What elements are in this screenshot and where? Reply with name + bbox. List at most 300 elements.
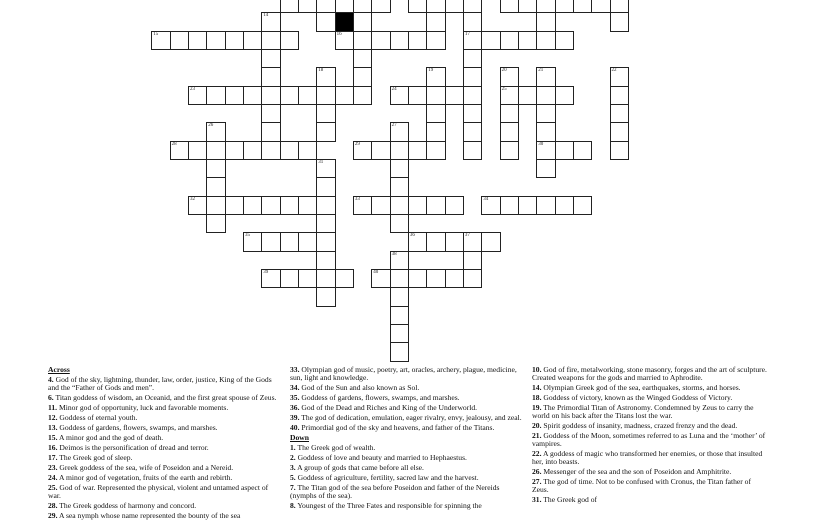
grid-cell[interactable]	[188, 86, 207, 105]
grid-cell[interactable]	[298, 196, 317, 215]
clue-number: 14.	[532, 383, 542, 393]
grid-cell[interactable]	[390, 122, 409, 141]
grid-cell[interactable]	[316, 122, 335, 141]
clue-number: 7.	[290, 482, 296, 492]
clue-number-label: 14	[263, 13, 269, 19]
grid-cell[interactable]	[463, 141, 482, 160]
clue-text: A goddess of magic who transformed her enemies, or those that insulted her, into beasts.	[532, 449, 763, 467]
grid-cell[interactable]	[316, 196, 335, 215]
grid-cell[interactable]	[481, 232, 500, 251]
clue-text: Goddess of gardens, flowers, swamps, and marshes.	[57, 423, 218, 433]
clue-number: 18.	[532, 393, 542, 403]
grid-cell[interactable]	[335, 269, 354, 288]
grid-cell[interactable]	[335, 0, 354, 13]
grid-cell[interactable]	[206, 86, 225, 105]
clue-number: 16.	[48, 442, 58, 452]
clue-text: Spirit goddess of insanity, madness, crazed frenzy and the dead.	[541, 421, 738, 431]
grid-cell[interactable]	[243, 196, 262, 215]
grid-cell[interactable]	[188, 141, 207, 160]
clue-number: 6.	[48, 393, 54, 403]
clue-item	[290, 414, 522, 422]
grid-cell[interactable]	[371, 141, 390, 160]
grid-cell[interactable]	[390, 196, 409, 215]
grid-cell[interactable]	[243, 141, 262, 160]
grid-cell[interactable]	[280, 269, 299, 288]
clue-item	[48, 414, 280, 422]
grid-cell[interactable]	[316, 232, 335, 251]
clue-number: 15.	[48, 433, 58, 442]
clue-number-label: 38	[391, 251, 397, 257]
clue-number-label: 39	[263, 269, 269, 275]
grid-cell[interactable]	[426, 67, 445, 86]
grid-cell[interactable]	[298, 269, 317, 288]
clue-number-label: 16	[336, 31, 342, 37]
clue-number: 40.	[290, 423, 300, 433]
grid-cell[interactable]	[536, 12, 555, 31]
grid-cell[interactable]	[408, 86, 427, 105]
clue-number: 2.	[290, 452, 296, 462]
grid-cell[interactable]	[390, 159, 409, 178]
grid-cell[interactable]	[463, 12, 482, 31]
clue-text: The Greek goddess of harmony and concord.	[57, 501, 197, 510]
grid-cell[interactable]	[408, 269, 427, 288]
grid-cell[interactable]	[481, 196, 500, 215]
clue-text: Goddess of gardens, flowers, swamps, and marshes.	[299, 393, 460, 403]
clue-item	[48, 454, 280, 462]
grid-cell[interactable]	[481, 31, 500, 50]
clue-item	[532, 496, 768, 504]
grid-cell[interactable]	[261, 232, 280, 251]
grid-cell[interactable]	[353, 31, 372, 50]
clue-text: Greek goddess of the sea, wife of Poseidon and a Nereid.	[57, 462, 234, 472]
clue-number: 28.	[48, 501, 58, 510]
grid-cell[interactable]	[316, 12, 335, 31]
grid-cell[interactable]	[298, 0, 317, 13]
grid-cell[interactable]	[298, 232, 317, 251]
grid-cell[interactable]	[536, 141, 555, 160]
grid-cell[interactable]	[316, 287, 335, 306]
grid-cell[interactable]	[408, 141, 427, 160]
grid-cell[interactable]	[390, 251, 409, 270]
grid-cell[interactable]	[426, 86, 445, 105]
grid-cell[interactable]	[261, 12, 280, 31]
clue-item	[290, 454, 522, 462]
grid-cell[interactable]	[261, 86, 280, 105]
grid-cell[interactable]	[426, 232, 445, 251]
clue-text: The god of dedication, emulation, eager rivalry, envy, jealousy, and zeal.	[299, 413, 522, 423]
clue-item	[532, 468, 768, 476]
clue-number-label: 19	[428, 68, 434, 74]
clue-item	[290, 464, 522, 472]
grid-cell[interactable]	[316, 251, 335, 270]
grid-cell[interactable]	[426, 0, 445, 13]
grid-cell[interactable]	[500, 0, 519, 13]
grid-cell[interactable]	[500, 31, 519, 50]
clue-number: 22.	[532, 449, 542, 459]
grid-cell[interactable]	[518, 86, 537, 105]
grid-cell[interactable]	[445, 232, 464, 251]
grid-cell[interactable]	[335, 31, 354, 50]
grid-cell[interactable]	[206, 141, 225, 160]
grid-cell[interactable]	[390, 306, 409, 325]
grid-cell[interactable]	[280, 196, 299, 215]
grid-cell[interactable]	[316, 104, 335, 123]
clue-item	[532, 384, 768, 392]
clue-text: The Primordial Titan of Astronomy. Condemned by Zeus to carry the world on his back after the Titans lost the war.	[532, 403, 754, 421]
grid-cell[interactable]	[500, 67, 519, 86]
grid-cell[interactable]	[371, 269, 390, 288]
clue-text: Titan goddess of wisdom, an Oceanid, and the first great spouse of Zeus.	[53, 393, 277, 403]
grid-cell[interactable]	[610, 12, 629, 31]
clue-item	[48, 404, 280, 412]
grid-cell[interactable]	[371, 31, 390, 50]
clue-number: 4.	[48, 374, 54, 384]
clue-number: 5.	[290, 472, 296, 482]
clue-number-label: 23	[189, 86, 195, 92]
clue-item	[532, 394, 768, 402]
clues-column-3	[532, 366, 768, 506]
grid-cell[interactable]	[353, 49, 372, 68]
grid-cell[interactable]	[555, 196, 574, 215]
clue-text: The Greek god of wealth.	[295, 442, 376, 452]
grid-cell[interactable]	[390, 287, 409, 306]
clue-number: 12.	[48, 413, 58, 423]
clue-number: 23.	[48, 462, 58, 472]
grid-cell[interactable]	[500, 122, 519, 141]
clue-item	[290, 474, 522, 482]
clue-number-label: 22	[611, 68, 617, 74]
grid-cell[interactable]	[170, 31, 189, 50]
clue-number-label: 27	[391, 123, 397, 129]
grid-cell[interactable]	[445, 196, 464, 215]
grid-cell[interactable]	[536, 86, 555, 105]
grid-cell[interactable]	[206, 177, 225, 196]
grid-cell[interactable]	[426, 269, 445, 288]
clue-text: A minor god and the god of death.	[57, 433, 164, 442]
grid-cell[interactable]	[536, 0, 555, 13]
clue-number-label: 33	[354, 196, 360, 202]
grid-cell[interactable]	[353, 0, 372, 13]
clue-text: Primordial god of the sky and heavens, and father of the Titans.	[299, 423, 495, 433]
grid-cell[interactable]	[610, 104, 629, 123]
clue-number-label: 25	[501, 86, 507, 92]
grid-cell[interactable]	[463, 251, 482, 270]
grid-cell[interactable]	[316, 159, 335, 178]
grid-cell[interactable]	[188, 196, 207, 215]
clue-text: Minor god of opportunity, luck and favorable moments.	[57, 403, 229, 413]
grid-cell[interactable]	[206, 214, 225, 233]
clue-number-label: 31	[318, 159, 324, 165]
grid-cell[interactable]	[463, 122, 482, 141]
grid-cell[interactable]	[463, 86, 482, 105]
grid-cell[interactable]	[298, 86, 317, 105]
grid-cell[interactable]	[280, 0, 299, 13]
grid-cell[interactable]	[610, 0, 629, 13]
clue-number-label: 35	[244, 233, 250, 239]
down-heading: Down	[290, 433, 309, 442]
grid-cell[interactable]	[261, 104, 280, 123]
clue-item	[532, 450, 768, 466]
grid-cell[interactable]	[261, 141, 280, 160]
clue-item	[532, 404, 768, 420]
grid-cell[interactable]	[225, 141, 244, 160]
grid-cell[interactable]	[390, 214, 409, 233]
grid-cell[interactable]	[353, 86, 372, 105]
grid-cell[interactable]	[500, 104, 519, 123]
grid-cell[interactable]	[371, 196, 390, 215]
clues-column-2	[290, 366, 522, 512]
grid-cell[interactable]	[536, 104, 555, 123]
grid-cell[interactable]	[463, 0, 482, 13]
grid-cell[interactable]	[225, 196, 244, 215]
grid-cell[interactable]	[243, 232, 262, 251]
clue-text: Goddess of eternal youth.	[57, 413, 138, 423]
grid-cell[interactable]	[390, 141, 409, 160]
grid-cell[interactable]	[390, 31, 409, 50]
grid-cell[interactable]	[298, 141, 317, 160]
clue-item	[290, 366, 522, 382]
clue-text: A minor god of vegetation, fruits of the earth and rebirth.	[57, 472, 233, 482]
clue-text: Deimos is the personification of dread and terror.	[57, 442, 209, 452]
clue-text: Olympian god of music, poetry, art, oracles, archery, plague, medicine, sun, light and knowledge.	[290, 365, 517, 383]
grid-cell[interactable]	[408, 232, 427, 251]
grid-cell[interactable]	[518, 0, 537, 13]
grid-cell[interactable]	[243, 86, 262, 105]
grid-cell[interactable]	[225, 86, 244, 105]
clue-text: Goddess of victory, known as the Winged Goddess of Victory.	[541, 393, 733, 403]
grid-cell[interactable]	[206, 159, 225, 178]
grid-cell[interactable]	[518, 196, 537, 215]
clue-text: Goddess of love and beauty and married to Hephaestus.	[295, 452, 467, 462]
clue-number: 11.	[48, 403, 58, 413]
grid-cell[interactable]	[408, 0, 427, 13]
grid-cell[interactable]	[610, 141, 629, 160]
grid-cell[interactable]	[536, 159, 555, 178]
clue-number-label: 15	[153, 31, 159, 37]
grid-cell[interactable]	[463, 49, 482, 68]
grid-cell[interactable]	[170, 141, 189, 160]
grid-cell[interactable]	[610, 67, 629, 86]
clue-number: 39.	[290, 413, 300, 423]
clue-number: 20.	[532, 421, 542, 431]
grid-cell[interactable]	[206, 196, 225, 215]
grid-cell[interactable]	[426, 12, 445, 31]
clue-number: 31.	[532, 495, 542, 505]
grid-cell[interactable]	[353, 67, 372, 86]
clue-number-label: 18	[318, 68, 324, 74]
grid-cell[interactable]	[555, 0, 574, 13]
clue-number: 36.	[290, 403, 300, 413]
clue-item	[290, 444, 522, 452]
grid-cell[interactable]	[426, 31, 445, 50]
grid-cell[interactable]	[261, 67, 280, 86]
grid-cell[interactable]	[500, 86, 519, 105]
grid-cell[interactable]	[316, 177, 335, 196]
grid-cell[interactable]	[261, 269, 280, 288]
clue-number: 25.	[48, 482, 58, 492]
grid-cell[interactable]	[316, 86, 335, 105]
grid-cell[interactable]	[463, 67, 482, 86]
clue-text: Goddess of the Moon, sometimes referred to as Luna and the ‘mother’ of vampires.	[532, 431, 766, 449]
clue-item	[290, 384, 522, 392]
grid-cell[interactable]	[280, 141, 299, 160]
grid-cell[interactable]	[206, 31, 225, 50]
clue-number: 8.	[290, 501, 296, 510]
clue-text: Youngest of the Three Fates and responsible for spinning the	[295, 501, 482, 510]
clue-item	[290, 404, 522, 412]
grid-cell[interactable]	[463, 31, 482, 50]
clue-number-label: 40	[373, 269, 379, 275]
grid-cell[interactable]	[555, 141, 574, 160]
clue-item	[290, 424, 522, 432]
clue-text: The Greek god of sleep.	[57, 452, 133, 462]
clue-number: 26.	[532, 467, 542, 477]
clue-item	[48, 424, 280, 432]
clue-number: 35.	[290, 393, 300, 403]
grid-cell[interactable]	[463, 104, 482, 123]
grid-cell[interactable]	[280, 232, 299, 251]
grid-cell[interactable]	[518, 31, 537, 50]
grid-cell[interactable]	[610, 86, 629, 105]
grid-cell[interactable]	[316, 67, 335, 86]
clue-number-label: 34	[483, 196, 489, 202]
grid-cell[interactable]	[445, 269, 464, 288]
grid-cell[interactable]	[555, 31, 574, 50]
grid-cell[interactable]	[500, 141, 519, 160]
clue-text: God of the Dead and Riches and King of the Underworld.	[299, 403, 478, 413]
grid-cell[interactable]	[390, 177, 409, 196]
grid-cell[interactable]	[316, 269, 335, 288]
across-heading: Across	[48, 365, 70, 374]
clue-item	[48, 376, 280, 392]
grid-cell[interactable]	[280, 86, 299, 105]
grid-cell[interactable]	[500, 196, 519, 215]
clue-item	[48, 512, 280, 520]
grid-cell[interactable]	[536, 122, 555, 141]
clue-item	[48, 484, 280, 500]
grid-cell[interactable]	[573, 141, 592, 160]
clue-text: The Titan god of the sea before Poseidon and father of the Nereids (nymphs of the sea).	[290, 482, 500, 501]
grid-cell[interactable]	[463, 269, 482, 288]
grid-cell[interactable]	[573, 196, 592, 215]
clue-number-label: 28	[171, 141, 177, 147]
clue-number-label: 29	[354, 141, 360, 147]
clue-item	[48, 474, 280, 482]
grid-cell[interactable]	[188, 31, 207, 50]
grid-cell[interactable]	[536, 196, 555, 215]
clue-number: 34.	[290, 383, 300, 393]
grid-cell[interactable]	[353, 141, 372, 160]
clue-number-label: 20	[501, 68, 507, 74]
clue-number: 3.	[290, 462, 296, 472]
grid-cell[interactable]	[390, 86, 409, 105]
grid-cell[interactable]	[390, 342, 409, 361]
clue-number-label: 36	[409, 233, 415, 239]
clue-number: 24.	[48, 472, 58, 482]
grid-cell[interactable]	[316, 0, 335, 13]
clue-number: 10.	[532, 365, 542, 374]
grid-cell[interactable]	[261, 196, 280, 215]
grid-cell[interactable]	[610, 122, 629, 141]
clue-number-label: 26	[208, 123, 214, 129]
clue-number: 17.	[48, 452, 58, 462]
grid-cell[interactable]	[335, 86, 354, 105]
grid-cell[interactable]	[353, 196, 372, 215]
grid-cell[interactable]	[151, 31, 170, 50]
grid-cell[interactable]	[390, 324, 409, 343]
clue-item	[48, 434, 280, 442]
clue-text: A sea nymph whose name represented the bounty of the sea	[57, 510, 241, 520]
grid-cell[interactable]	[426, 196, 445, 215]
grid-cell[interactable]	[280, 31, 299, 50]
clue-number-label: 37	[464, 233, 470, 239]
grid-cell[interactable]	[536, 67, 555, 86]
grid-cell[interactable]	[408, 196, 427, 215]
grid-cell[interactable]	[316, 214, 335, 233]
clue-item	[290, 394, 522, 402]
grid-cell[interactable]	[225, 31, 244, 50]
clue-item	[290, 484, 522, 500]
clue-item	[532, 366, 768, 382]
grid-cell[interactable]	[445, 0, 464, 13]
clue-item	[48, 444, 280, 452]
clue-text: God of the Sun and also known as Sol.	[299, 383, 420, 393]
clue-text: A group of gods that came before all else.	[295, 462, 424, 472]
clue-text: God of the sky, lightning, thunder, law, order, justice, King of the Gods and the “Father of Gods and men”.	[48, 374, 272, 393]
grid-cell[interactable]	[353, 12, 372, 31]
clue-number-label: 30	[538, 141, 544, 147]
grid-cell[interactable]	[573, 0, 592, 13]
clue-text: The Greek god of	[541, 495, 598, 505]
clue-number: 27.	[532, 477, 542, 487]
grid-cell[interactable]	[426, 141, 445, 160]
clue-number: 1.	[290, 442, 296, 452]
clue-text: God of fire, metalworking, stone masonry, forges and the art of sculpture. Created weapons for the gods and married to Aphrodite.	[532, 365, 767, 383]
grid-cell[interactable]	[426, 104, 445, 123]
grid-cell[interactable]	[261, 31, 280, 50]
clue-number: 19.	[532, 403, 542, 413]
clue-number: 13.	[48, 423, 58, 433]
grid-cell[interactable]	[536, 31, 555, 50]
clue-number-label: 17	[464, 31, 470, 37]
grid-cell[interactable]	[591, 0, 610, 13]
grid-cell[interactable]	[426, 122, 445, 141]
clue-number: 33.	[290, 365, 300, 374]
clue-number-label: 21	[538, 68, 544, 74]
grid-cell[interactable]	[371, 0, 390, 13]
grid-cell[interactable]	[261, 49, 280, 68]
grid-cell[interactable]	[206, 122, 225, 141]
clue-text: Messenger of the sea and the son of Poseidon and Amphitrite.	[541, 467, 732, 477]
clue-item	[48, 464, 280, 472]
clue-item	[290, 502, 522, 510]
grid-cell[interactable]	[261, 122, 280, 141]
grid-cell[interactable]	[243, 31, 262, 50]
clue-item	[48, 502, 280, 510]
grid-cell[interactable]	[463, 232, 482, 251]
clue-text: God of war. Represented the physical, violent and untamed aspect of war.	[48, 482, 269, 501]
clue-number: 21.	[532, 431, 542, 441]
grid-cell[interactable]	[408, 31, 427, 50]
grid-cell[interactable]	[445, 86, 464, 105]
clue-text: Olympian Greek god of the sea, earthquakes, storms, and horses.	[541, 383, 741, 393]
grid-cell[interactable]	[390, 269, 409, 288]
clue-text: Goddess of agriculture, fertility, sacred law and the harvest.	[295, 472, 479, 482]
clue-item	[532, 432, 768, 448]
grid-cell[interactable]	[555, 86, 574, 105]
clue-item	[48, 394, 280, 402]
clue-number: 29.	[48, 510, 58, 520]
